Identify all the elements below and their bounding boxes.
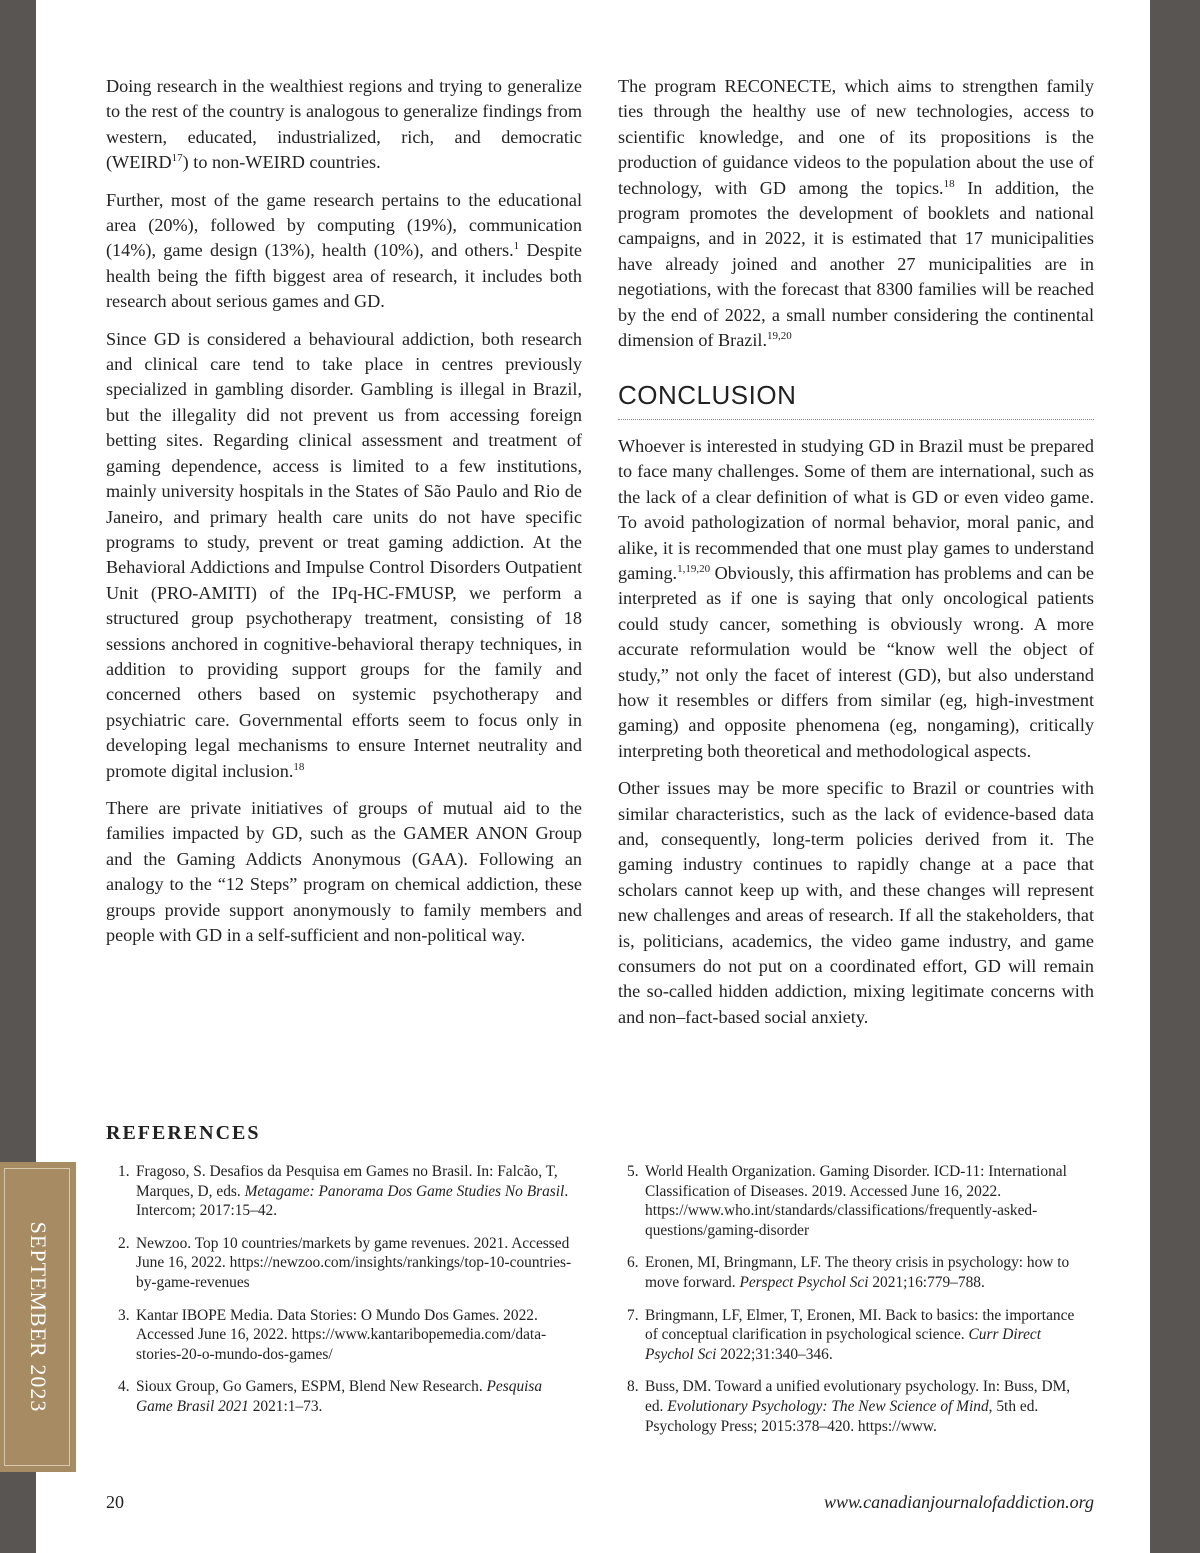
conclusion-heading: CONCLUSION — [618, 383, 1094, 419]
citation: 18 — [293, 760, 305, 773]
paragraph: Other issues may be more specific to Brazil or countries with similar characteristics, such as the lack of evidence-based data and, consequently, long-term policies derived from it. The gaming industry continues to rapidly change at a pace that scholars cannot keep up with, and these changes will represent new challenges and areas of research. If all the stakeholders, that is, politicians, academics, the video game industry, and game consumers do not put on a coordinated effort, GD will remain the so-called hidden addiction, mixing legitimate concerns with and non–fact-based social anxiety. — [618, 778, 1094, 1027]
paragraph: There are private initiatives of groups of mutual aid to the families impacted by GD, such as the GAMER ANON Group and the Gaming Addicts Anonymous (GAA). Following an analogy to the “12 Steps” program on chemical addiction, these groups provide support anonymously to family members and people with GD in a self-sufficient and non-political way. — [106, 797, 582, 945]
paragraph: Further, most of the game research pertains to the educational area (20%), followed by computing (19%), communication (14%), game design (13%), health (10%), and others.$^1$ Despite health being the fifth biggest area of research, it includes both research about serious games and GD. — [106, 189, 582, 312]
paragraph: Whoever is interested in studying GD in Brazil must be prepared to face many challenges. Some of them are international, such as the lack of a clear definition of what is GD or even video game. To avoid pathologization of normal behavior, moral panic, and alike, it is recommended that one must play games to understand gaming.$^{1,19,20}$ Obviously, this affirmation has problems and can be interpreted as if one is saying that only oncological patients could study cancer, something is obviously wrong. A more accurate reformulation would be “know well the object of study,” not only the facet of interest (GD), but also understand how it resembles or differs from similar (eg, high-investment gaming) and opposite phenomena (eg, nongaming), critically interpreting both theoretical and methodological aspects. — [618, 435, 1094, 761]
references-title: REFERENCES — [106, 1122, 261, 1144]
date-tab-label: SEPTEMBER 2023 — [26, 1221, 51, 1413]
references-list-right — [627, 1162, 1087, 1449]
reference-item: 4. Sioux Group, Go Gamers, ESPM, Blend New Research. Pesquisa Game Brasil 2021 2021:1–73. — [118, 1378, 543, 1415]
reference-item: 6. Eronen, MI, Bringmann, LF. The theory crisis in psychology: how to move forward. Perspect Psychol Sci 2021;16:779–788. — [627, 1254, 1070, 1291]
page-number: 20 — [106, 1492, 124, 1512]
left-column — [106, 74, 582, 960]
right-column — [618, 74, 1094, 1042]
right-margin-bar — [1150, 0, 1200, 1553]
reference-item: 1. Fragoso, S. Desafios da Pesquisa em Games no Brasil. In: Falcão, T, Marques, D, eds. Metagame: Panorama Dos Game Studies No Brasil. Intercom; 2017:15–42. — [118, 1163, 569, 1220]
reference-item: 5. World Health Organization. Gaming Disorder. ICD-11: International Classification of Diseases. 2019. Accessed June 16, 2022. https://www.who.int/standards/classifications/frequently-asked-questions/gaming-disorder — [627, 1163, 1067, 1239]
paragraph: The program RECONECTE, which aims to strengthen family ties through the healthy use of new technologies, access to scientific knowledge, and one of its propositions is the production of guidance videos to the population about the use of technology, with GD among the topics.$^{18}$ In addition, the program promotes the development of booklets and national campaigns, and in 2022, it is estimated that 17 municipalities have already joined and another 27 municipalities are in negotiations, with the forecast that 8300 families will be reached by the end of 2022, a small number considering the continental dimension of Brazil.$^{19,20}$ — [618, 76, 1094, 351]
citation: 1,19,20 — [677, 562, 711, 575]
paragraph: Since GD is considered a behavioural addiction, both research and clinical care tend to take place in centres previously specialized in gambling disorder. Gambling is illegal in Brazil, but the illegality did not prevent us from accessing foreign betting sites. Regarding clinical assessment and treatment of gaming dependence, access is limited to a few institutions, mainly university hospitals in the States of São Paulo and Rio de Janeiro, and primary health care units do not have specific programs to study, prevent or treat gaming addiction. At the Behavioral Addictions and Impulse Control Disorders Outpatient Unit (PRO-AMITI) of the IPq-HC-FMUSP, we perform a structured group psychotherapy treatment, consisting of 18 sessions anchored in cognitive-behavioral therapy techniques, in addition to providing support groups for the family and concerned others based on systemic psychotherapy and psychiatric care. Governmental efforts seem to focus only in developing legal mechanisms to ensure Internet neutrality and promote digital inclusion.$^{18}$ — [106, 328, 582, 781]
citation: 18 — [943, 177, 955, 190]
citation: 19,20 — [767, 330, 792, 343]
journal-website: www.canadianjournalofaddiction.org — [823, 1492, 1094, 1512]
paragraph: Doing research in the wealthiest regions and trying to generalize to the rest of the country is analogous to generalize findings from western, educated, industrialized, rich, and democratic (WEIRD$^{17}$) to non-WEIRD countries. — [106, 76, 582, 173]
reference-item: 7. Bringmann, LF, Elmer, T, Eronen, MI. Back to basics: the importance of conceptual clarification in psychological science. Curr Direct Psychol Sci 2022;31:340–346. — [627, 1306, 1075, 1363]
citation: 1 — [513, 240, 520, 253]
references-list-left — [118, 1162, 578, 1430]
citation: 17 — [171, 152, 183, 165]
reference-item: 2. Newzoo. Top 10 countries/markets by game revenues. 2021. Accessed June 16, 2022. https://newzoo.com/insights/rankings/top-10-countries-by-game-revenues — [118, 1234, 572, 1291]
reference-item: 3. Kantar IBOPE Media. Data Stories: O Mundo Dos Games. 2022. Accessed June 16, 2022. https://www.kantaribopemedia.com/data-stories-20-o-mundo-dos-games/ — [118, 1306, 547, 1363]
reference-item: 8. Buss, DM. Toward a unified evolutionary psychology. In: Buss, DM, ed. Evolutionary Psychology: The New Science of Mind, 5th ed. Psychology Press; 2015:378–420. https://www. — [627, 1378, 1071, 1435]
